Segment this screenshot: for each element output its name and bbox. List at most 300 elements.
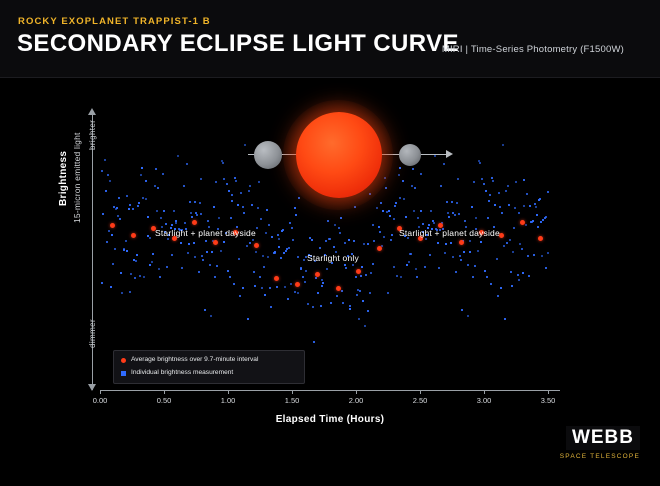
individual-measurement-point <box>363 243 365 245</box>
individual-measurement-point <box>527 255 529 257</box>
individual-measurement-point <box>528 275 530 277</box>
x-axis-tick-label: 3.50 <box>540 396 556 405</box>
individual-measurement-point <box>109 180 111 182</box>
individual-measurement-point <box>322 282 324 284</box>
individual-measurement-point <box>226 183 228 185</box>
individual-measurement-point <box>406 264 408 266</box>
header-bar <box>0 0 660 78</box>
individual-measurement-point <box>278 246 280 248</box>
individual-measurement-point <box>518 279 520 281</box>
individual-measurement-point <box>231 194 233 196</box>
individual-measurement-point <box>503 245 505 247</box>
individual-measurement-point <box>395 202 397 204</box>
individual-measurement-point <box>340 217 342 219</box>
individual-measurement-point <box>223 241 225 243</box>
individual-measurement-point <box>163 210 165 212</box>
individual-measurement-point <box>345 267 347 269</box>
individual-measurement-point <box>136 254 138 256</box>
individual-measurement-point <box>502 144 504 146</box>
individual-measurement-point <box>233 283 235 285</box>
individual-measurement-point <box>471 206 473 208</box>
individual-measurement-point <box>121 292 123 294</box>
average-brightness-point <box>459 240 464 245</box>
individual-measurement-point <box>342 302 344 304</box>
individual-measurement-point <box>145 180 147 182</box>
annotation-left: Starlight + planet dayside <box>155 228 256 238</box>
individual-measurement-point <box>205 240 207 242</box>
individual-measurement-point <box>257 207 259 209</box>
y-axis-down-arrow-icon <box>88 384 96 391</box>
individual-measurement-point <box>305 270 307 272</box>
individual-measurement-point <box>515 181 517 183</box>
individual-measurement-point <box>501 212 503 214</box>
individual-measurement-point <box>188 243 190 245</box>
individual-measurement-point <box>200 213 202 215</box>
individual-measurement-point <box>143 276 145 278</box>
individual-measurement-point <box>249 242 251 244</box>
individual-measurement-point <box>253 271 255 273</box>
individual-measurement-point <box>102 213 104 215</box>
x-axis-tick-label: 0.00 <box>92 396 108 405</box>
individual-measurement-point <box>437 242 439 244</box>
eyebrow-label: ROCKY EXOPLANET TRAPPIST-1 B <box>18 16 211 27</box>
individual-measurement-point <box>139 275 141 277</box>
average-brightness-point <box>254 243 259 248</box>
individual-measurement-point <box>450 242 452 244</box>
individual-measurement-point <box>186 163 188 165</box>
individual-measurement-point <box>243 212 245 214</box>
individual-measurement-point <box>376 207 378 209</box>
individual-measurement-point <box>260 218 262 220</box>
individual-measurement-point <box>240 192 242 194</box>
individual-measurement-point <box>117 215 119 217</box>
individual-measurement-point <box>231 200 233 202</box>
individual-measurement-point <box>181 267 183 269</box>
legend-label-average: Average brightness over 9.7-minute interval <box>131 356 259 363</box>
individual-measurement-point <box>180 242 182 244</box>
individual-measurement-point <box>500 287 502 289</box>
individual-measurement-point <box>160 217 162 219</box>
individual-measurement-point <box>506 242 508 244</box>
individual-measurement-point <box>171 254 173 256</box>
individual-measurement-point <box>149 237 151 239</box>
individual-measurement-point <box>330 302 332 304</box>
individual-measurement-point <box>234 177 236 179</box>
individual-measurement-point <box>355 276 357 278</box>
individual-measurement-point <box>142 197 144 199</box>
individual-measurement-point <box>514 207 516 209</box>
individual-measurement-point <box>521 248 523 250</box>
individual-measurement-point <box>274 251 276 253</box>
individual-measurement-point <box>126 250 128 252</box>
y-axis-top-label: brighter <box>88 119 97 150</box>
individual-measurement-point <box>199 202 201 204</box>
individual-measurement-point <box>292 239 294 241</box>
individual-measurement-point <box>389 215 391 217</box>
individual-measurement-point <box>479 162 481 164</box>
individual-measurement-point <box>111 234 113 236</box>
individual-measurement-point <box>284 286 286 288</box>
individual-measurement-point <box>391 234 393 236</box>
individual-measurement-point <box>467 264 469 266</box>
individual-measurement-point <box>165 223 167 225</box>
individual-measurement-point <box>430 210 432 212</box>
individual-measurement-point <box>157 187 159 189</box>
individual-measurement-point <box>149 264 151 266</box>
individual-measurement-point <box>378 226 380 228</box>
individual-measurement-point <box>116 207 118 209</box>
individual-measurement-point <box>207 220 209 222</box>
individual-measurement-point <box>300 267 302 269</box>
individual-measurement-point <box>187 252 189 254</box>
individual-measurement-point <box>154 185 156 187</box>
individual-measurement-point <box>239 295 241 297</box>
individual-measurement-point <box>307 303 309 305</box>
legend-swatch-individual-icon <box>121 371 126 376</box>
individual-measurement-point <box>244 144 246 146</box>
individual-measurement-point <box>394 205 396 207</box>
individual-measurement-point <box>213 206 215 208</box>
individual-measurement-point <box>125 240 127 242</box>
individual-measurement-point <box>461 309 463 311</box>
individual-measurement-point <box>321 279 323 281</box>
individual-measurement-point <box>295 214 297 216</box>
individual-measurement-point <box>474 265 476 267</box>
individual-measurement-point <box>189 201 191 203</box>
individual-measurement-point <box>412 168 414 170</box>
individual-measurement-point <box>266 209 268 211</box>
individual-measurement-point <box>456 202 458 204</box>
planet-trappist-1b-right <box>399 144 421 166</box>
x-axis-tick <box>100 390 101 394</box>
individual-measurement-point <box>200 178 202 180</box>
individual-measurement-point <box>416 276 418 278</box>
individual-measurement-point <box>545 267 547 269</box>
individual-measurement-point <box>303 259 305 261</box>
individual-measurement-point <box>492 180 494 182</box>
x-axis-tick <box>420 390 421 394</box>
average-brightness-point <box>213 240 218 245</box>
individual-measurement-point <box>263 266 265 268</box>
individual-measurement-point <box>288 247 290 249</box>
x-axis-line <box>100 390 560 391</box>
individual-measurement-point <box>276 286 278 288</box>
individual-measurement-point <box>191 216 193 218</box>
individual-measurement-point <box>443 163 445 165</box>
individual-measurement-point <box>532 220 534 222</box>
x-axis-tick-label: 1.50 <box>284 396 300 405</box>
individual-measurement-point <box>289 222 291 224</box>
individual-measurement-point <box>489 194 491 196</box>
individual-measurement-point <box>249 185 251 187</box>
individual-measurement-point <box>373 240 375 242</box>
individual-measurement-point <box>254 285 256 287</box>
individual-measurement-point <box>329 238 331 240</box>
x-axis-tick-label: 2.00 <box>348 396 364 405</box>
y-axis-title: Brightness <box>58 150 69 206</box>
individual-measurement-point <box>196 214 198 216</box>
individual-measurement-point <box>372 224 374 226</box>
individual-measurement-point <box>247 318 249 320</box>
individual-measurement-point <box>372 263 374 265</box>
page-title: SECONDARY ECLIPSE LIGHT CURVE <box>17 30 459 57</box>
individual-measurement-point <box>390 239 392 241</box>
individual-measurement-point <box>497 295 499 297</box>
individual-measurement-point <box>294 207 296 209</box>
individual-measurement-point <box>194 256 196 258</box>
individual-measurement-point <box>484 270 486 272</box>
individual-measurement-point <box>105 190 107 192</box>
y-axis-up-arrow-icon <box>88 108 96 115</box>
average-brightness-point <box>520 220 525 225</box>
individual-measurement-point <box>134 277 136 279</box>
individual-measurement-point <box>402 180 404 182</box>
orbit-direction-arrow-icon <box>446 150 453 158</box>
x-axis-tick <box>292 390 293 394</box>
individual-measurement-point <box>255 251 257 253</box>
individual-measurement-point <box>513 227 515 229</box>
individual-measurement-point <box>400 276 402 278</box>
individual-measurement-point <box>223 178 225 180</box>
individual-measurement-point <box>348 239 350 241</box>
individual-measurement-point <box>312 306 314 308</box>
individual-measurement-point <box>486 276 488 278</box>
individual-measurement-point <box>451 201 453 203</box>
individual-measurement-point <box>498 192 500 194</box>
individual-measurement-point <box>349 308 351 310</box>
individual-measurement-point <box>201 255 203 257</box>
individual-measurement-point <box>129 204 131 206</box>
individual-measurement-point <box>352 264 354 266</box>
individual-measurement-point <box>510 271 512 273</box>
individual-measurement-point <box>206 251 208 253</box>
individual-measurement-point <box>167 238 169 240</box>
individual-measurement-point <box>481 178 483 180</box>
individual-measurement-point <box>313 341 315 343</box>
individual-measurement-point <box>399 167 401 169</box>
individual-measurement-point <box>261 287 263 289</box>
individual-measurement-point <box>477 250 479 252</box>
average-brightness-point <box>274 276 279 281</box>
individual-measurement-point <box>262 255 264 257</box>
individual-measurement-point <box>491 177 493 179</box>
individual-measurement-point <box>469 240 471 242</box>
individual-measurement-point <box>414 187 416 189</box>
individual-measurement-point <box>119 218 121 220</box>
individual-measurement-point <box>106 241 108 243</box>
individual-measurement-point <box>114 248 116 250</box>
individual-measurement-point <box>269 287 271 289</box>
individual-measurement-point <box>282 229 284 231</box>
individual-measurement-point <box>385 187 387 189</box>
individual-measurement-point <box>488 200 490 202</box>
individual-measurement-point <box>454 214 456 216</box>
individual-measurement-point <box>277 234 279 236</box>
individual-measurement-point <box>535 206 537 208</box>
individual-measurement-point <box>101 170 103 172</box>
x-axis-tick-label: 3.00 <box>476 396 492 405</box>
individual-measurement-point <box>141 167 143 169</box>
individual-measurement-point <box>218 217 220 219</box>
individual-measurement-point <box>265 232 267 234</box>
individual-measurement-point <box>533 254 535 256</box>
individual-measurement-point <box>151 261 153 263</box>
individual-measurement-point <box>536 214 538 216</box>
legend <box>113 350 305 384</box>
individual-measurement-point <box>353 240 355 242</box>
individual-measurement-point <box>341 290 343 292</box>
individual-measurement-point <box>380 202 382 204</box>
legend-swatch-average-icon <box>121 358 126 363</box>
logo-wordmark: WEBB <box>566 426 640 450</box>
individual-measurement-point <box>545 216 547 218</box>
x-axis-tick <box>484 390 485 394</box>
individual-measurement-point <box>388 210 390 212</box>
individual-measurement-point <box>485 190 487 192</box>
individual-measurement-point <box>367 243 369 245</box>
individual-measurement-point <box>130 273 132 275</box>
individual-measurement-point <box>403 198 405 200</box>
individual-measurement-point <box>298 197 300 199</box>
individual-measurement-point <box>525 224 527 226</box>
individual-measurement-point <box>539 198 541 200</box>
individual-measurement-point <box>320 305 322 307</box>
individual-measurement-point <box>428 224 430 226</box>
individual-measurement-point <box>473 181 475 183</box>
individual-measurement-point <box>417 217 419 219</box>
individual-measurement-point <box>228 190 230 192</box>
individual-measurement-point <box>248 190 250 192</box>
individual-measurement-point <box>424 266 426 268</box>
individual-measurement-point <box>267 256 269 258</box>
individual-measurement-point <box>438 267 440 269</box>
individual-measurement-point <box>158 268 160 270</box>
y-axis-line <box>92 112 93 390</box>
individual-measurement-point <box>364 325 366 327</box>
individual-measurement-point <box>317 292 319 294</box>
individual-measurement-point <box>547 191 549 193</box>
individual-measurement-point <box>457 178 459 180</box>
individual-measurement-point <box>280 257 282 259</box>
x-axis-tick <box>164 390 165 394</box>
individual-measurement-point <box>534 203 536 205</box>
individual-measurement-point <box>344 264 346 266</box>
individual-measurement-point <box>237 204 239 206</box>
individual-measurement-point <box>251 204 253 206</box>
individual-measurement-point <box>145 198 147 200</box>
average-brightness-point <box>538 236 543 241</box>
individual-measurement-point <box>227 270 229 272</box>
individual-measurement-point <box>339 232 341 234</box>
individual-measurement-point <box>541 255 543 257</box>
individual-measurement-point <box>434 155 436 157</box>
individual-measurement-point <box>118 197 120 199</box>
individual-measurement-point <box>147 235 149 237</box>
individual-measurement-point <box>448 216 450 218</box>
average-brightness-point <box>336 286 341 291</box>
individual-measurement-point <box>411 185 413 187</box>
individual-measurement-point <box>287 298 289 300</box>
individual-measurement-point <box>446 201 448 203</box>
individual-measurement-point <box>408 261 410 263</box>
individual-measurement-point <box>193 242 195 244</box>
individual-measurement-point <box>242 206 244 208</box>
individual-measurement-point <box>291 227 293 229</box>
individual-measurement-point <box>327 220 329 222</box>
individual-measurement-point <box>547 252 549 254</box>
average-brightness-point <box>192 220 197 225</box>
individual-measurement-point <box>444 252 446 254</box>
individual-measurement-point <box>112 263 114 265</box>
individual-measurement-point <box>270 306 272 308</box>
individual-measurement-point <box>362 300 364 302</box>
individual-measurement-point <box>271 236 273 238</box>
individual-measurement-point <box>283 252 285 254</box>
planet-trappist-1b-left <box>254 141 282 169</box>
individual-measurement-point <box>294 291 296 293</box>
individual-measurement-point <box>311 239 313 241</box>
individual-measurement-point <box>137 205 139 207</box>
individual-measurement-point <box>278 238 280 240</box>
individual-measurement-point <box>156 210 158 212</box>
individual-measurement-point <box>230 217 232 219</box>
individual-measurement-point <box>463 251 465 253</box>
individual-measurement-point <box>405 216 407 218</box>
individual-measurement-point <box>326 268 328 270</box>
individual-measurement-point <box>433 222 435 224</box>
individual-measurement-point <box>490 283 492 285</box>
individual-measurement-point <box>504 318 506 320</box>
individual-measurement-point <box>467 315 469 317</box>
average-brightness-point <box>295 282 300 287</box>
individual-measurement-point <box>475 217 477 219</box>
x-axis-tick-label: 2.50 <box>412 396 428 405</box>
individual-measurement-point <box>393 266 395 268</box>
individual-measurement-point <box>229 276 231 278</box>
individual-measurement-point <box>297 256 299 258</box>
individual-measurement-point <box>171 224 173 226</box>
individual-measurement-point <box>523 205 525 207</box>
individual-measurement-point <box>166 266 168 268</box>
x-axis-tick <box>356 390 357 394</box>
individual-measurement-point <box>216 265 218 267</box>
individual-measurement-point <box>285 250 287 252</box>
average-brightness-point <box>377 246 382 251</box>
individual-measurement-point <box>537 226 539 228</box>
individual-measurement-point <box>452 256 454 258</box>
individual-measurement-point <box>540 221 542 223</box>
individual-measurement-point <box>365 274 367 276</box>
individual-measurement-point <box>360 275 362 277</box>
individual-measurement-point <box>264 294 266 296</box>
individual-measurement-point <box>252 239 254 241</box>
individual-measurement-point <box>155 168 157 170</box>
individual-measurement-point <box>415 268 417 270</box>
individual-measurement-point <box>499 206 501 208</box>
individual-measurement-point <box>173 210 175 212</box>
individual-measurement-point <box>138 202 140 204</box>
individual-measurement-point <box>238 258 240 260</box>
individual-measurement-point <box>459 255 461 257</box>
individual-measurement-point <box>215 181 217 183</box>
individual-measurement-point <box>440 185 442 187</box>
individual-measurement-point <box>542 219 544 221</box>
individual-measurement-point <box>242 287 244 289</box>
individual-measurement-point <box>108 230 110 232</box>
individual-measurement-point <box>183 185 185 187</box>
individual-measurement-point <box>175 222 177 224</box>
annotation-middle: Starlight only <box>307 253 359 263</box>
